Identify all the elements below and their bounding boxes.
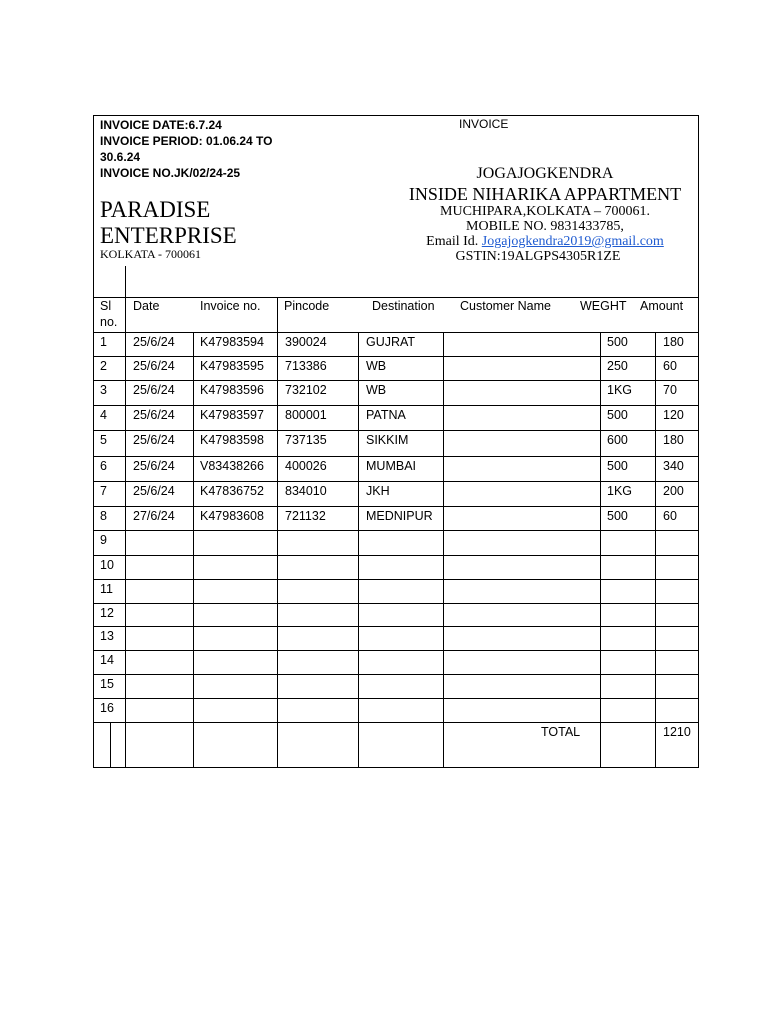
table-cell: 1 — [100, 335, 107, 349]
table-cell: K47983596 — [200, 383, 264, 397]
column-border — [600, 722, 601, 768]
table-cell: 15 — [100, 677, 114, 691]
table-cell: 25/6/24 — [133, 383, 175, 397]
row-border — [93, 380, 699, 381]
column-border — [125, 332, 126, 722]
table-cell: 120 — [663, 408, 684, 422]
table-cell: 200 — [663, 484, 684, 498]
buyer-city: KOLKATA - 700061 — [100, 247, 202, 261]
table-cell: 5 — [100, 433, 107, 447]
table-cell: 340 — [663, 459, 684, 473]
page-title: INVOICE — [459, 117, 509, 131]
table-cell: GUJRAT — [366, 335, 416, 349]
column-border — [193, 332, 194, 722]
table-cell: WB — [366, 359, 387, 373]
table-cell: 180 — [663, 335, 684, 349]
seller-gstin: GSTIN:19ALGPS4305R1ZE — [455, 249, 621, 264]
row-border — [93, 674, 699, 675]
table-cell: 14 — [100, 653, 114, 667]
table-cell: K47983608 — [200, 509, 264, 523]
table-cell: 400026 — [285, 459, 327, 473]
column-border — [358, 722, 359, 768]
column-header: Destination — [372, 299, 435, 313]
table-cell: 250 — [607, 359, 628, 373]
seller-mobile: MOBILE NO. 9831433785, — [466, 219, 624, 234]
header-divider — [125, 266, 126, 297]
table-cell: MEDNIPUR — [366, 509, 433, 523]
table-cell: K47983597 — [200, 408, 264, 422]
table-cell: JKH — [366, 484, 390, 498]
table-cell: 25/6/24 — [133, 408, 175, 422]
table-cell: 600 — [607, 433, 628, 447]
row-border — [93, 456, 699, 457]
table-cell: K47983598 — [200, 433, 264, 447]
table-cell: 60 — [663, 359, 677, 373]
table-cell: 25/6/24 — [133, 359, 175, 373]
row-border — [93, 405, 699, 406]
column-header: Amount — [640, 299, 684, 313]
row-border — [93, 356, 699, 357]
row-border — [93, 481, 699, 482]
table-cell: 800001 — [285, 408, 327, 422]
row-border — [93, 698, 699, 699]
table-cell: 70 — [663, 383, 677, 397]
column-border — [358, 332, 359, 722]
row-border — [93, 603, 699, 604]
column-border — [193, 722, 194, 768]
column-border — [655, 722, 656, 768]
table-cell: V83438266 — [200, 459, 264, 473]
table-cell: 4 — [100, 408, 107, 422]
column-border — [600, 332, 601, 722]
row-border — [93, 506, 699, 507]
row-border — [93, 555, 699, 556]
table-cell: 6 — [100, 459, 107, 473]
table-cell: 27/6/24 — [133, 509, 175, 523]
column-border — [110, 722, 111, 768]
table-cell: 13 — [100, 629, 114, 643]
row-border — [93, 530, 699, 531]
table-cell: 2 — [100, 359, 107, 373]
table-cell: MUMBAI — [366, 459, 416, 473]
column-header: Pincode — [284, 299, 330, 313]
column-header: Customer Name — [460, 299, 551, 313]
table-cell: 16 — [100, 701, 114, 715]
row-border — [93, 626, 699, 627]
row-border — [93, 430, 699, 431]
table-cell: 390024 — [285, 335, 327, 349]
table-cell: 713386 — [285, 359, 327, 373]
column-border — [277, 722, 278, 768]
table-cell: 500 — [607, 408, 628, 422]
table-cell: 180 — [663, 433, 684, 447]
table-cell: PATNA — [366, 408, 406, 422]
table-cell: 1KG — [607, 383, 633, 397]
table-cell: 500 — [607, 509, 628, 523]
total-label: TOTAL — [541, 725, 581, 739]
table-cell: 834010 — [285, 484, 327, 498]
column-border — [655, 332, 656, 722]
table-cell: 3 — [100, 383, 107, 397]
table-cell: 25/6/24 — [133, 335, 175, 349]
table-cell: 10 — [100, 558, 114, 572]
column-header: Date — [133, 299, 160, 313]
invoice-period: INVOICE PERIOD: 01.06.24 TO — [100, 134, 273, 148]
table-cell: 8 — [100, 509, 107, 523]
row-border — [93, 722, 699, 723]
table-cell: 60 — [663, 509, 677, 523]
column-header: Sl no. — [100, 299, 118, 329]
column-border — [125, 722, 126, 768]
table-cell: 737135 — [285, 433, 327, 447]
seller-address-1: INSIDE NIHARIKA APPARTMENT — [408, 184, 682, 204]
column-border — [443, 722, 444, 768]
invoice-period-end: 30.6.24 — [100, 150, 141, 164]
table-cell: 500 — [607, 459, 628, 473]
table-cell: 12 — [100, 606, 114, 620]
invoice-number: INVOICE NO.JK/02/24-25 — [100, 166, 241, 180]
column-border — [443, 332, 444, 722]
row-border — [93, 579, 699, 580]
total-value: 1210 — [663, 725, 691, 739]
table-cell: 721132 — [285, 509, 326, 523]
column-border — [125, 297, 126, 332]
email-label: Email Id. — [426, 234, 479, 249]
row-border — [93, 332, 699, 333]
table-cell: 11 — [100, 582, 113, 596]
table-cell: 1KG — [607, 484, 633, 498]
table-cell: 732102 — [285, 383, 327, 397]
seller-email-line — [380, 234, 710, 250]
table-cell: K47983594 — [200, 335, 264, 349]
table-cell: WB — [366, 383, 387, 397]
email-link[interactable]: Jogajogkendra2019@gmail.com — [481, 234, 664, 249]
invoice-date: INVOICE DATE:6.7.24 — [100, 118, 222, 132]
column-header: WEGHT — [580, 299, 627, 313]
seller-name: JOGAJOGKENDRA — [476, 165, 614, 182]
column-border — [277, 332, 278, 722]
table-cell: 25/6/24 — [133, 459, 175, 473]
table-cell: K47983595 — [200, 359, 264, 373]
row-border — [93, 650, 699, 651]
table-cell: SIKKIM — [366, 433, 409, 447]
buyer-name: PARADISE ENTERPRISE — [100, 197, 237, 248]
table-cell: 25/6/24 — [133, 484, 175, 498]
seller-address-2: MUCHIPARA,KOLKATA – 700061. — [440, 204, 650, 219]
column-header: Invoice no. — [200, 299, 261, 313]
table-cell: K47836752 — [200, 484, 264, 498]
table-cell: 7 — [100, 484, 107, 498]
table-cell: 25/6/24 — [133, 433, 175, 447]
column-border — [277, 297, 278, 332]
table-cell: 500 — [607, 335, 628, 349]
table-cell: 9 — [100, 533, 107, 547]
